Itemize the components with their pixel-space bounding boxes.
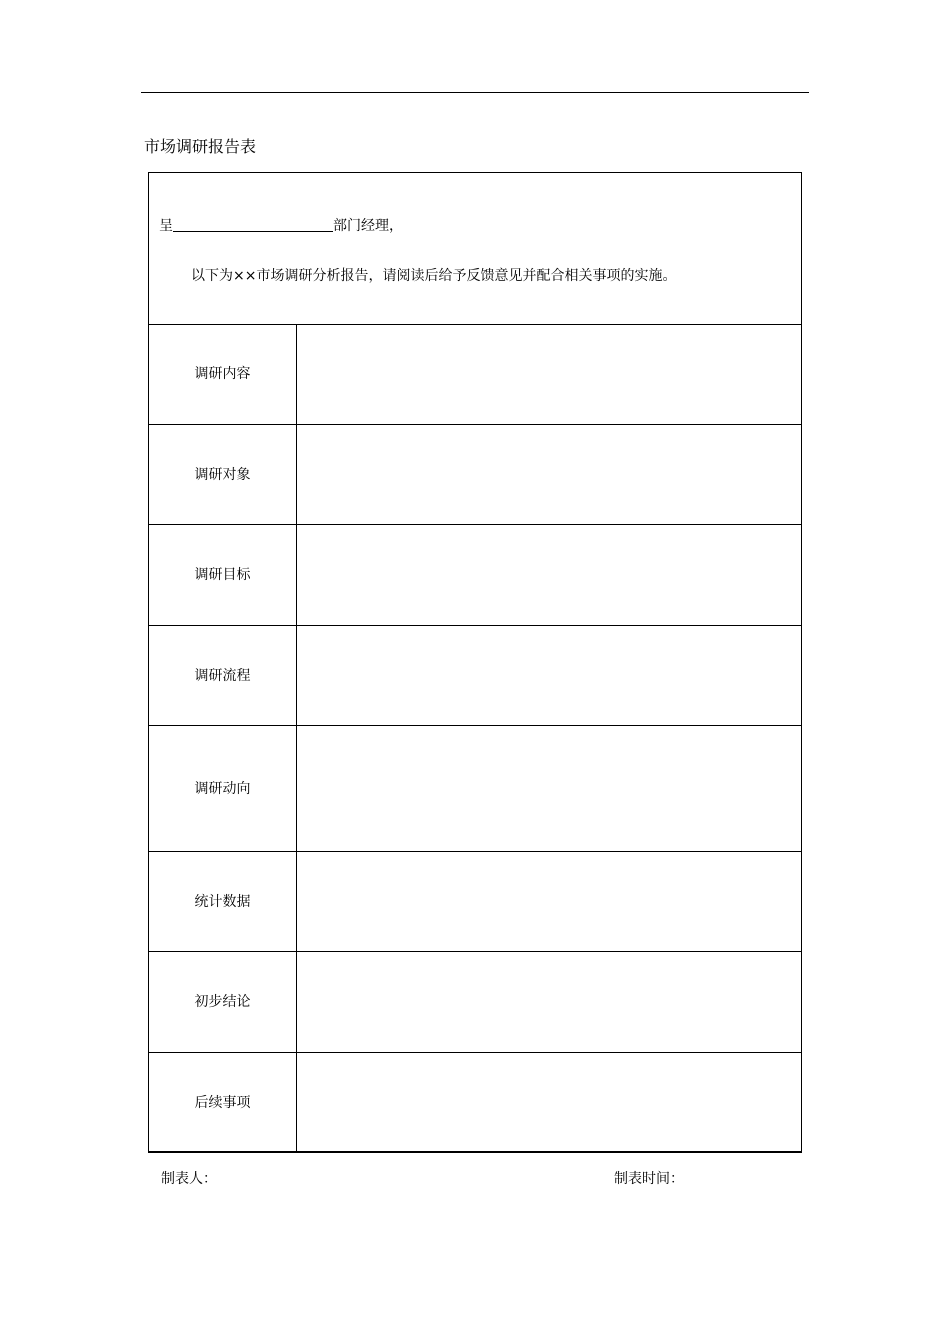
row-value-field[interactable] (297, 726, 801, 851)
addressee-prefix: 呈 (159, 218, 173, 234)
report-form (148, 172, 802, 1153)
row-label: 调研动向 (149, 726, 297, 851)
row-label: 调研对象 (149, 425, 297, 524)
table-row (149, 952, 801, 1053)
row-label: 调研内容 (149, 324, 297, 424)
row-value-field[interactable] (297, 425, 801, 524)
table-row (149, 626, 801, 726)
row-label: 调研目标 (149, 525, 297, 625)
table-row (149, 324, 801, 425)
row-value-field[interactable] (297, 626, 801, 725)
row-label: 调研流程 (149, 626, 297, 725)
addressee-suffix: 部门经理， (333, 218, 403, 234)
row-label: 后续事项 (149, 1053, 297, 1152)
table-row (149, 425, 801, 525)
row-label: 统计数据 (149, 852, 297, 951)
row-value-field[interactable] (297, 852, 801, 951)
table-row (149, 852, 801, 952)
table-row (149, 525, 801, 626)
prepared-date-label: 制表时间： (614, 1171, 684, 1187)
row-value-field[interactable] (297, 1053, 801, 1152)
intro-message: 以下为××市场调研分析报告，请阅读后给予反馈意见并配合相关事项的实施。 (191, 268, 677, 284)
addressee-line (159, 217, 403, 235)
table-row (149, 1053, 801, 1152)
table-row (149, 726, 801, 852)
row-label: 初步结论 (149, 952, 297, 1052)
intro-section (149, 173, 801, 325)
row-value-field[interactable] (297, 952, 801, 1052)
header-rule (141, 92, 809, 93)
row-value-field[interactable] (297, 324, 801, 424)
row-value-field[interactable] (297, 525, 801, 625)
page-title: 市场调研报告表 (144, 137, 257, 156)
department-blank[interactable] (173, 217, 333, 232)
preparer-label: 制表人： (161, 1171, 217, 1187)
